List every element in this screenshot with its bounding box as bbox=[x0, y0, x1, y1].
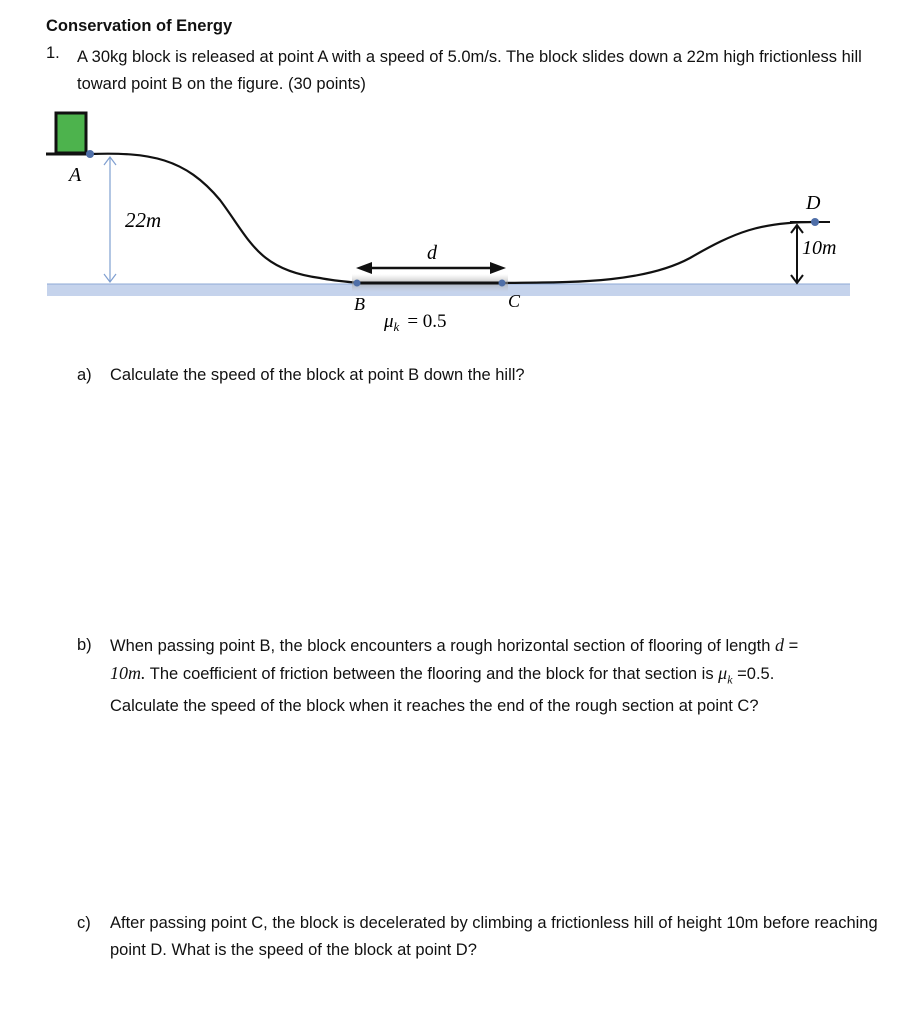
part-a-label: a) bbox=[77, 366, 92, 384]
part-b-eq: = bbox=[788, 637, 799, 655]
part-b-line-1 bbox=[110, 632, 900, 660]
part-b-line1-text: When passing point B, the block encounters a rough horizontal section of flooring of length bbox=[110, 637, 771, 655]
physics-figure bbox=[0, 0, 914, 360]
label-a: A bbox=[69, 164, 82, 186]
part-a-text: Calculate the speed of the block at point B down the hill? bbox=[110, 366, 525, 384]
part-b-text bbox=[110, 632, 900, 720]
part-b-label: b) bbox=[77, 636, 92, 654]
mu-symbol: μ bbox=[384, 311, 394, 332]
label-length-d: d bbox=[427, 242, 437, 264]
part-b-line2-text: The coefficient of friction between the flooring and the block for that section is bbox=[149, 665, 714, 683]
label-height-left: 22m bbox=[125, 208, 162, 232]
label-d: D bbox=[806, 192, 821, 214]
part-b-mu-sub: k bbox=[727, 672, 733, 687]
part-b-value: 10m. bbox=[110, 663, 146, 683]
point-b-marker bbox=[354, 280, 361, 287]
part-b-mu: μ bbox=[718, 663, 728, 683]
part-b-mu-val: =0.5. bbox=[737, 665, 775, 683]
point-c-marker bbox=[499, 280, 506, 287]
question-text: A 30kg block is released at point A with a speed of 5.0m/s. The block slides down a 22m high frictionless hill toward point B on the figure. (30 points) bbox=[77, 48, 862, 93]
label-b: B bbox=[354, 294, 365, 314]
point-a-marker bbox=[86, 150, 94, 158]
mu-value: = 0.5 bbox=[407, 311, 447, 332]
length-d-arrowhead-right bbox=[490, 262, 506, 274]
block bbox=[56, 113, 86, 153]
mu-subscript: k bbox=[393, 319, 400, 334]
question-number: 1. bbox=[46, 44, 60, 62]
label-c: C bbox=[508, 291, 521, 311]
label-height-right: 10m bbox=[802, 237, 837, 259]
length-d-arrowhead-left bbox=[356, 262, 372, 274]
part-c-text: After passing point C, the block is decelerated by climbing a frictionless hill of height 10m before reaching point D. What is the speed of the block at point D? bbox=[110, 914, 878, 959]
section-heading: Conservation of Energy bbox=[46, 17, 233, 35]
hill-track bbox=[90, 154, 815, 283]
part-c-label: c) bbox=[77, 914, 91, 932]
label-mu bbox=[383, 311, 447, 334]
part-b-d-var: d bbox=[775, 635, 785, 655]
point-d-marker bbox=[811, 218, 819, 226]
part-b-line-3: Calculate the speed of the block when it reaches the end of the rough section at point C? bbox=[110, 697, 759, 716]
part-b-line-2 bbox=[110, 660, 900, 693]
